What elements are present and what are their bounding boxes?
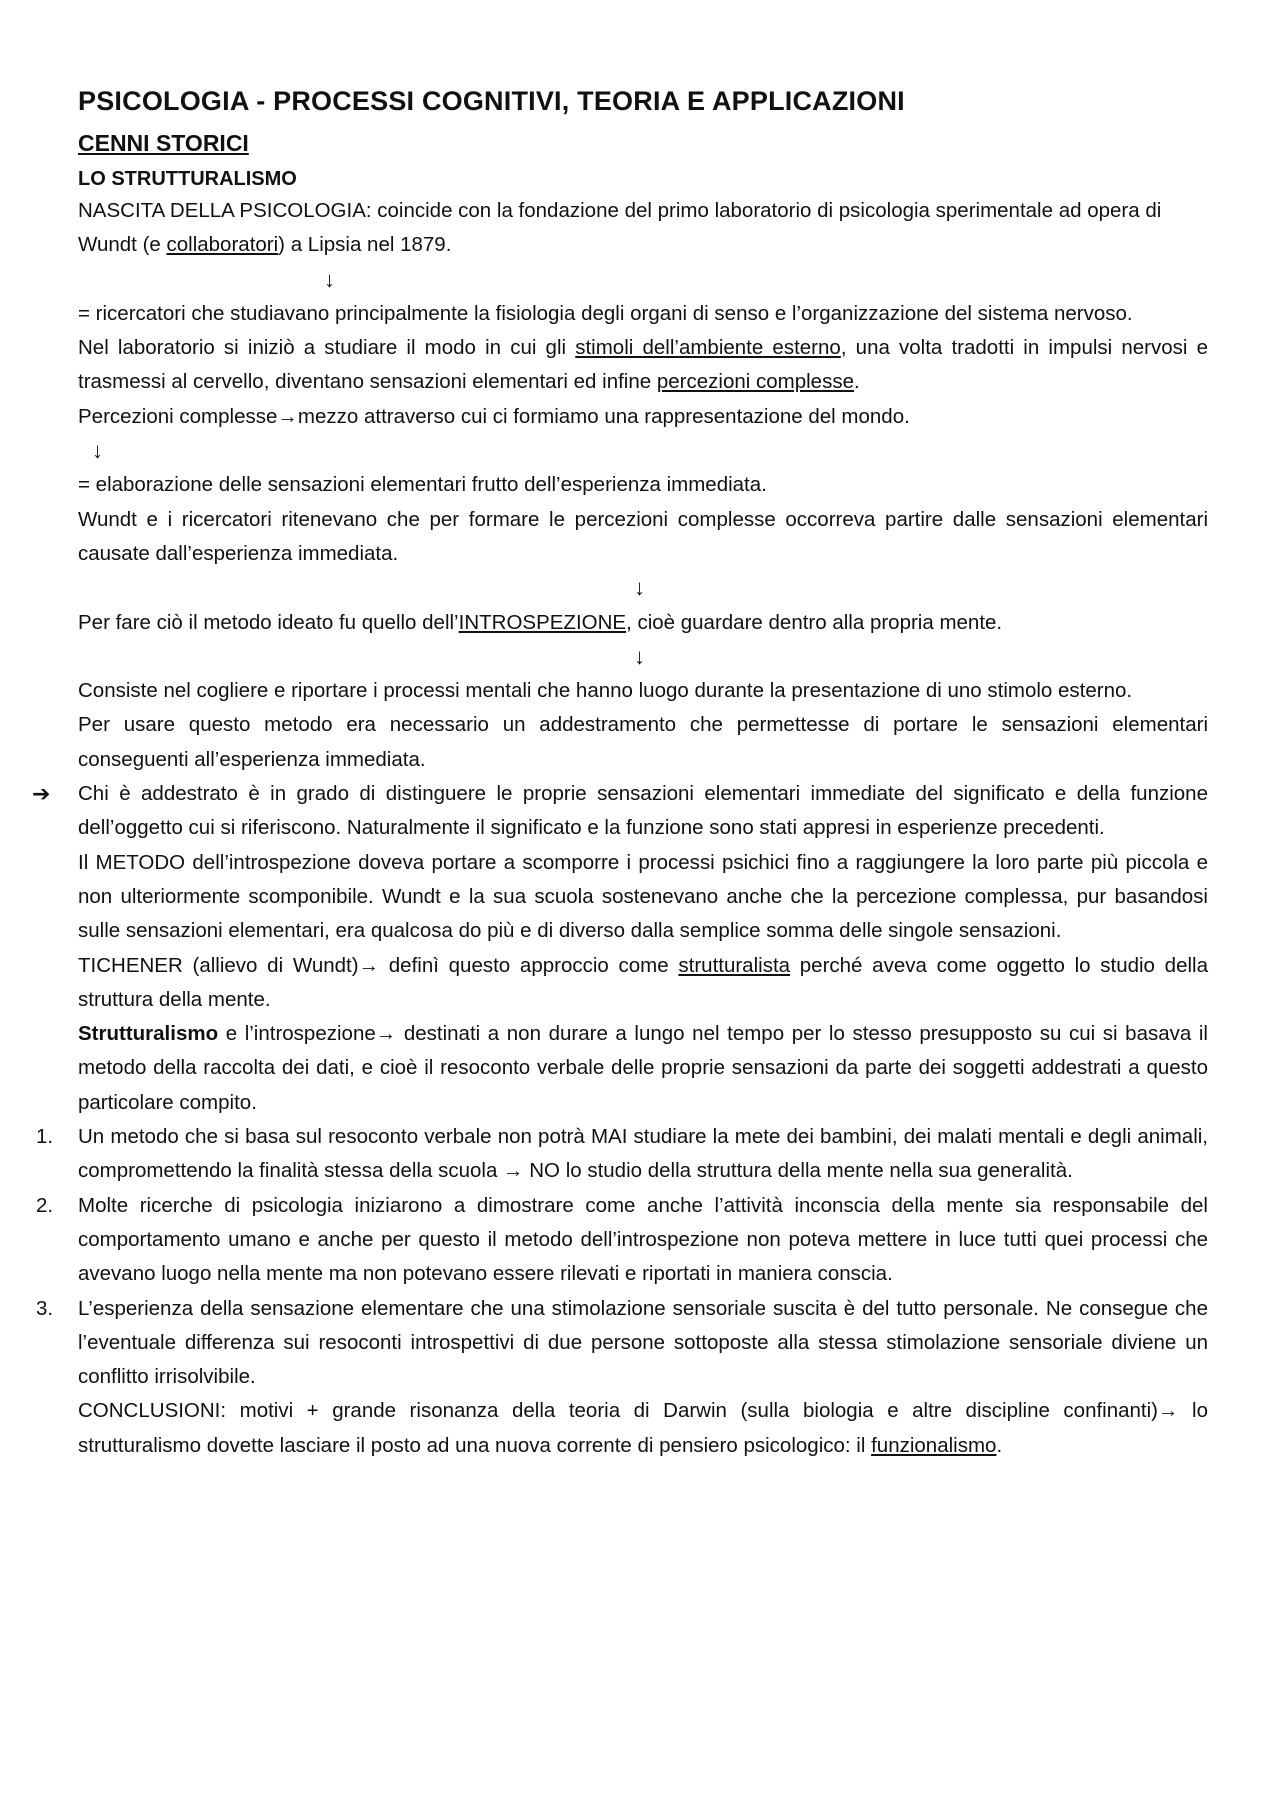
numbered-list-item: 2. Molte ricerche di psicologia iniziarono a dimostrare come anche l’attività inconscia della mente sia responsabile del comportamento umano e anche per questo il metodo dell’introspezione non poteva mettere in luce tutti quei processi che avevano luogo nella mente ma non potevano essere rilevati e riportati in maniera conscia. [78, 1189, 1208, 1292]
underlined-term: percezioni complesse [656, 370, 854, 394]
underlined-term: strutturalista [678, 953, 791, 977]
right-arrow-icon: → [503, 1159, 524, 1183]
paragraph-complex-perceptions: Percezioni complesse→mezzo attraverso cui ci formiamo una rappresentazione del mondo. [78, 404, 910, 428]
down-arrow-icon: ↓ [92, 438, 103, 464]
right-arrow-icon: → [375, 1022, 397, 1046]
numbered-list-item: 1. Un metodo che si basa sul resoconto verbale non potrà MAI studiare la mete dei bambini, dei malati mentali e degli animali, compromettendo la finalità stessa della scuola → NO lo studio della struttura della mente nella sua generalità. [78, 1120, 1208, 1189]
down-arrow-icon: ↓ [324, 266, 335, 292]
bullet-arrow-icon: ➔ [32, 781, 51, 807]
right-arrow-icon: → [277, 404, 298, 428]
paragraph-laboratory: Nel laboratorio si iniziò a studiare il modo in cui gli stimoli dell’ambiente esterno, una volta tradotti in impulsi nervosi e trasmessi al cervello, diventano sensazioni elementari ed infine percezioni complesse. [78, 336, 1208, 394]
underlined-term: collaboratori [166, 233, 279, 257]
paragraph-tichener: TICHENER (allievo di Wundt)→ definì questo approccio come strutturalista perché aveva come oggetto lo studio della struttura della mente. [78, 953, 1208, 1011]
down-arrow-icon: ↓ [634, 575, 645, 601]
paragraph-wundt: Wundt e i ricercatori ritenevano che per formare le percezioni complesse occorreva partire dalle sensazioni elementari causate dall’esperienza immediata. [78, 507, 1208, 565]
document-title: PSICOLOGIA - PROCESSI COGNITIVI, TEORIA E APPLICAZIONI [78, 86, 905, 116]
paragraph-trained: Chi è addestrato è in grado di distinguere le proprie sensazioni elementari immediate del significato e della funzione dell’oggetto cui si riferiscono. Naturalmente il significato e la funzione sono stati appresi in esperienze precedenti. [78, 782, 1208, 840]
paragraph-consists: Consiste nel cogliere e riportare i processi mentali che hanno luogo durante la presentazione di uno stimolo esterno. [78, 679, 1133, 703]
paragraph-elaboration: = elaborazione delle sensazioni elementari frutto dell’esperienza immediata. [78, 473, 767, 497]
arrow-bullet-item [32, 777, 1208, 846]
underlined-term: INTROSPEZIONE [458, 610, 627, 634]
down-arrow-icon: ↓ [634, 643, 645, 669]
list-number: 1. [36, 1125, 54, 1149]
list-number: 3. [36, 1296, 54, 1320]
paragraph-researchers: = ricercatori che studiavano principalmente la fisiologia degli organi di senso e l’organizzazione del sistema nervoso. [78, 301, 1133, 325]
paragraph-training: Per usare questo metodo era necessario un addestramento che permettesse di portare le sensazioni elementari conseguenti all’esperienza immediata. [78, 713, 1208, 771]
paragraph-method: Il METODO dell’introspezione doveva portare a scomporre i processi psichici fino a raggiungere la loro parte più piccola e non ulteriormente scomponibile. Wundt e la sua scuola sostenevano anche che la percezione complessa, pur basandosi sulle sensazioni elementari, era qualcosa do più e di diverso dalla semplice somma delle singole sensazioni. [78, 850, 1208, 943]
list-number: 2. [36, 1193, 54, 1217]
underlined-term: funzionalismo [871, 1433, 997, 1457]
paragraph-introspection: Per fare ciò il metodo ideato fu quello dell’INTROSPEZIONE, cioè guardare dentro alla propria mente. [78, 610, 1003, 634]
right-arrow-icon: → [358, 953, 380, 977]
right-arrow-icon: → [1158, 1399, 1179, 1423]
underlined-term: stimoli dell’ambiente esterno [575, 336, 841, 360]
section-heading: CENNI STORICI [78, 130, 249, 156]
subsection-heading: LO STRUTTURALISMO [78, 168, 297, 190]
document-body [32, 84, 1208, 1463]
numbered-list-item: 3. L’esperienza della sensazione elementare che una stimolazione sensoriale suscita è del tutto personale. Ne consegue che l’eventuale differenza sui resoconti introspettivi di due persone sottoposte alla stessa stimolazione sensoriale diviene un conflitto irrisolvibile. [78, 1292, 1208, 1395]
paragraph-birth-of-psychology: NASCITA DELLA PSICOLOGIA: coincide con la fondazione del primo laboratorio di psicologia sperimentale ad opera di Wundt (e collaboratori) a Lipsia nel 1879. [78, 199, 1162, 257]
paragraph-conclusions: CONCLUSIONI: motivi + grande risonanza della teoria di Darwin (sulla biologia e altre discipline confinanti)→ lo strutturalismo dovette lasciare il posto ad una nuova corrente di pensiero psicologico: il funzionalismo. [78, 1399, 1208, 1457]
paragraph-structuralism: Strutturalismo e l’introspezione→ destinati a non durare a lungo nel tempo per lo stesso presupposto su cui si basava il metodo della raccolta dei dati, e cioè il resoconto verbale delle proprie sensazioni da parte dei soggetti addestrati a questo particolare compito. [78, 1022, 1208, 1114]
